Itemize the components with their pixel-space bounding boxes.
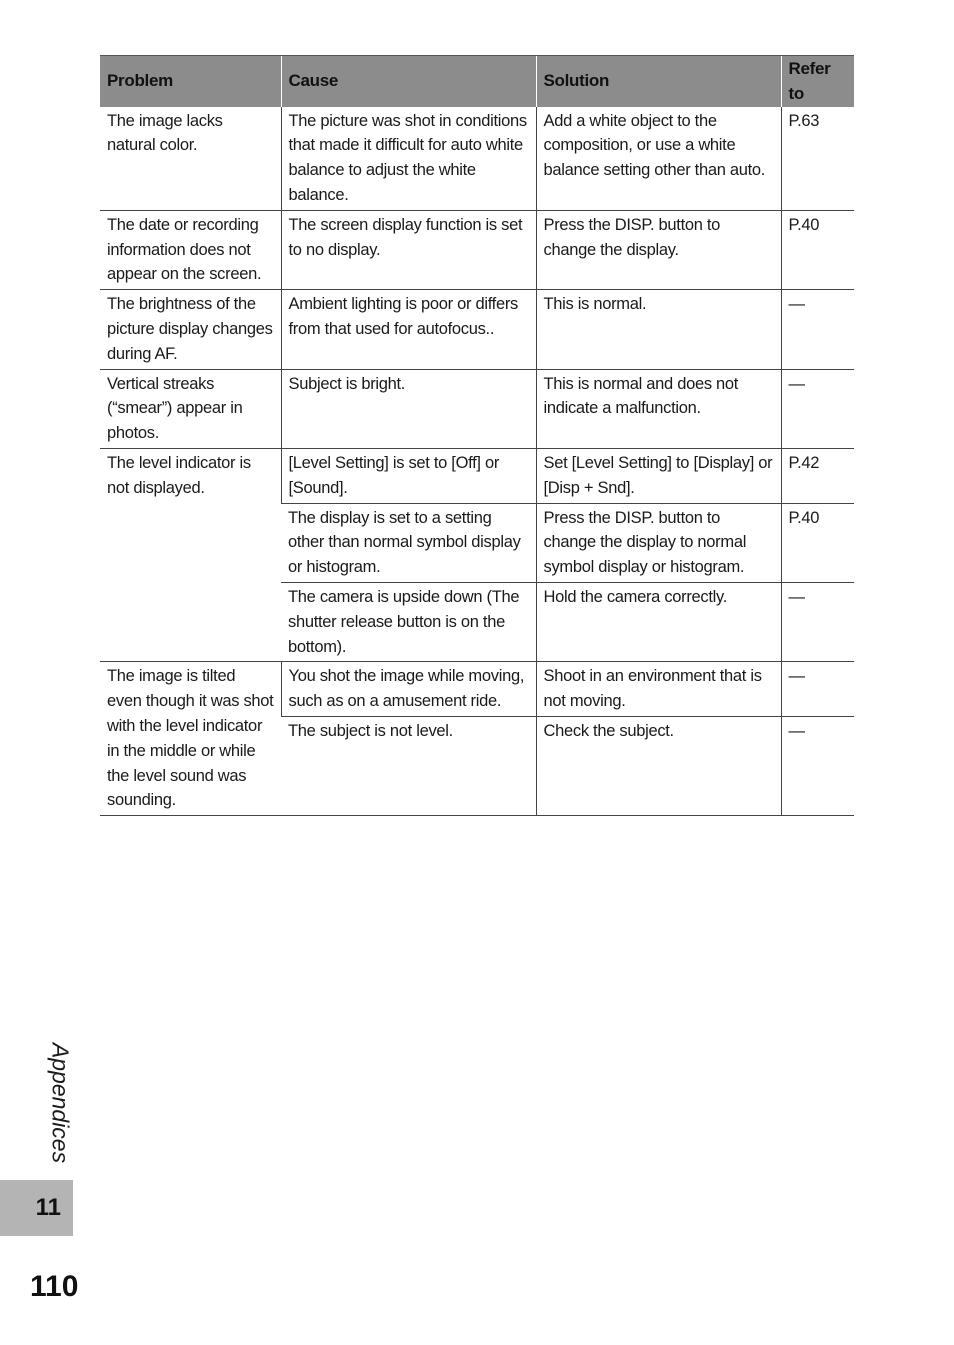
- chapter-tab: [0, 1180, 73, 1236]
- solution-cell: Press the DISP. button to change the display.: [536, 210, 781, 289]
- table-row: [100, 210, 854, 289]
- cause-cell: The picture was shot in conditions that made it difficult for auto white balance to adjust the white balance.: [281, 107, 536, 211]
- solution-cell: This is normal.: [536, 290, 781, 369]
- appendices-label-text: Appendices: [47, 1042, 74, 1163]
- table-row: [100, 662, 854, 717]
- refer-cell: —: [781, 662, 854, 717]
- cause-cell: [Level Setting] is set to [Off] or [Sound].: [281, 448, 536, 503]
- problem-cell: The date or recording information does not appear on the screen.: [100, 210, 281, 289]
- refer-cell: —: [781, 582, 854, 661]
- solution-cell: Check the subject.: [536, 717, 781, 816]
- cause-cell: You shot the image while moving, such as on a amusement ride.: [281, 662, 536, 717]
- solution-cell: Hold the camera correctly.: [536, 582, 781, 661]
- refer-cell: P.40: [781, 503, 854, 582]
- table-row: [100, 290, 854, 369]
- table-row: [100, 448, 854, 503]
- solution-cell: Set [Level Setting] to [Display] or [Disp + Snd].: [536, 448, 781, 503]
- cause-cell: The display is set to a setting other than normal symbol display or histogram.: [281, 503, 536, 582]
- troubleshooting-table: [100, 55, 854, 816]
- refer-cell: P.42: [781, 448, 854, 503]
- header-problem: Problem: [100, 56, 281, 107]
- header-refer-to: Refer to: [781, 56, 854, 107]
- problem-cell: The image is tilted even though it was shot with the level indicator in the middle or while the level sound was sounding.: [100, 662, 281, 816]
- page-number: 110: [30, 1270, 79, 1303]
- problem-cell: The brightness of the picture display changes during AF.: [100, 290, 281, 369]
- refer-cell: —: [781, 717, 854, 816]
- refer-cell: —: [781, 290, 854, 369]
- solution-cell: This is normal and does not indicate a malfunction.: [536, 369, 781, 448]
- cause-cell: The subject is not level.: [281, 717, 536, 816]
- cause-cell: The camera is upside down (The shutter release button is on the bottom).: [281, 582, 536, 661]
- problem-cell: Vertical streaks (“smear”) appear in photos.: [100, 369, 281, 448]
- solution-cell: Add a white object to the composition, or use a white balance setting other than auto.: [536, 107, 781, 211]
- refer-cell: —: [781, 369, 854, 448]
- refer-cell: P.40: [781, 210, 854, 289]
- cause-cell: Subject is bright.: [281, 369, 536, 448]
- chapter-number: 11: [35, 1194, 61, 1221]
- solution-cell: Press the DISP. button to change the display to normal symbol display or histogram.: [536, 503, 781, 582]
- solution-cell: Shoot in an environment that is not moving.: [536, 662, 781, 717]
- cause-cell: The screen display function is set to no display.: [281, 210, 536, 289]
- appendices-side-label: [40, 1040, 80, 1165]
- table-header-row: [100, 56, 854, 107]
- refer-cell: P.63: [781, 107, 854, 211]
- header-cause: Cause: [281, 56, 536, 107]
- table-row: [100, 369, 854, 448]
- cause-cell: Ambient lighting is poor or differs from that used for autofocus..: [281, 290, 536, 369]
- problem-cell: The image lacks natural color.: [100, 107, 281, 211]
- troubleshooting-table-wrap: [100, 55, 854, 816]
- problem-cell: The level indicator is not displayed.: [100, 448, 281, 661]
- table-row: [100, 107, 854, 211]
- header-solution: Solution: [536, 56, 781, 107]
